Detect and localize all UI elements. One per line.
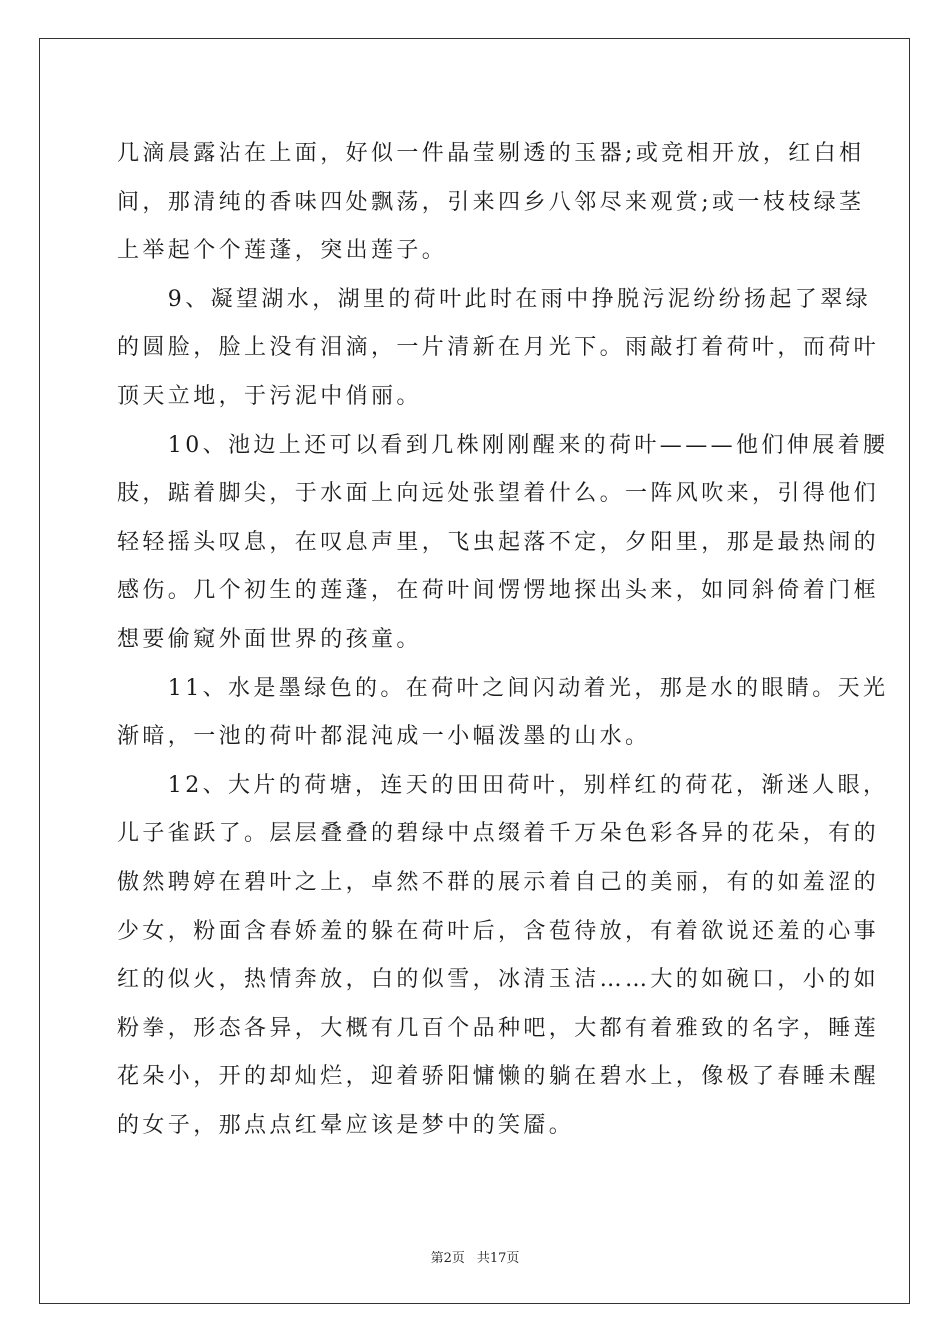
text-line: 傲然聘婷在碧叶之上，卓然不群的展示着自己的美丽，有的如羞涩的 xyxy=(117,869,880,895)
text-line: 11、水是墨绿色的。在荷叶之间闪动着光，那是水的眼睛。天光 xyxy=(117,675,889,701)
text-line: 渐暗，一池的荷叶都混沌成一小幅泼墨的山水。 xyxy=(117,724,651,750)
paragraph-8-continued xyxy=(117,130,865,276)
paragraph-11 xyxy=(117,665,889,762)
document-body xyxy=(117,130,889,1150)
text-line: 轻轻摇头叹息，在叹息声里，飞虫起落不定，夕阳里，那是最热闹的 xyxy=(117,529,880,555)
total-pages: 共17页 xyxy=(476,1251,520,1266)
text-line: 粉拳，形态各异，大概有几百个品种吧，大都有着雅致的名字，睡莲 xyxy=(117,1015,880,1041)
text-line: 的女子，那点点红晕应该是梦中的笑靥。 xyxy=(117,1112,575,1138)
text-line: 的圆脸，脸上没有泪滴，一片清新在月光下。雨敲打着荷叶，而荷叶 xyxy=(117,335,880,361)
text-line: 10、池边上还可以看到几株刚刚醒来的荷叶———他们伸展着腰 xyxy=(117,432,889,458)
text-line: 9、凝望湖水，湖里的荷叶此时在雨中挣脱污泥纷纷扬起了翠绿 xyxy=(117,286,871,312)
paragraph-12 xyxy=(117,762,889,1151)
text-line: 想要偷窥外面世界的孩童。 xyxy=(117,626,422,652)
text-line: 肢，踮着脚尖，于水面上向远处张望着什么。一阵风吹来，引得他们 xyxy=(117,481,880,507)
text-line: 红的似火，热情奔放，白的似雪，冰清玉洁……大的如碗口，小的如 xyxy=(117,967,880,993)
text-line: 12、大片的荷塘，连天的田田荷叶，别样红的荷花，渐迷人眼， xyxy=(117,772,889,798)
paragraph-10 xyxy=(117,422,889,665)
page-number: 第2页 xyxy=(430,1251,465,1266)
text-line: 间，那清纯的香味四处飘荡，引来四乡八邻尽来观赏;或一枝枝绿茎 xyxy=(117,189,865,215)
text-line: 花朵小，开的却灿烂，迎着骄阳慵懒的躺在碧水上，像极了春睡未醒 xyxy=(117,1064,880,1090)
text-line: 上举起个个莲蓬，突出莲子。 xyxy=(117,238,448,264)
text-line: 几滴晨露沾在上面，好似一件晶莹剔透的玉器;或竞相开放，红白相 xyxy=(117,141,865,166)
paragraph-9 xyxy=(117,276,880,422)
text-line: 少女，粉面含春娇羞的躲在荷叶后，含苞待放，有着欲说还羞的心事 xyxy=(117,918,880,944)
text-line: 顶天立地，于污泥中俏丽。 xyxy=(117,383,422,409)
text-line: 儿子雀跃了。层层叠叠的碧绿中点缀着千万朵色彩各异的花朵，有的 xyxy=(117,821,880,847)
page-footer xyxy=(0,1247,950,1266)
text-line: 感伤。几个初生的莲蓬，在荷叶间愣愣地探出头来，如同斜倚着门框 xyxy=(117,578,880,604)
